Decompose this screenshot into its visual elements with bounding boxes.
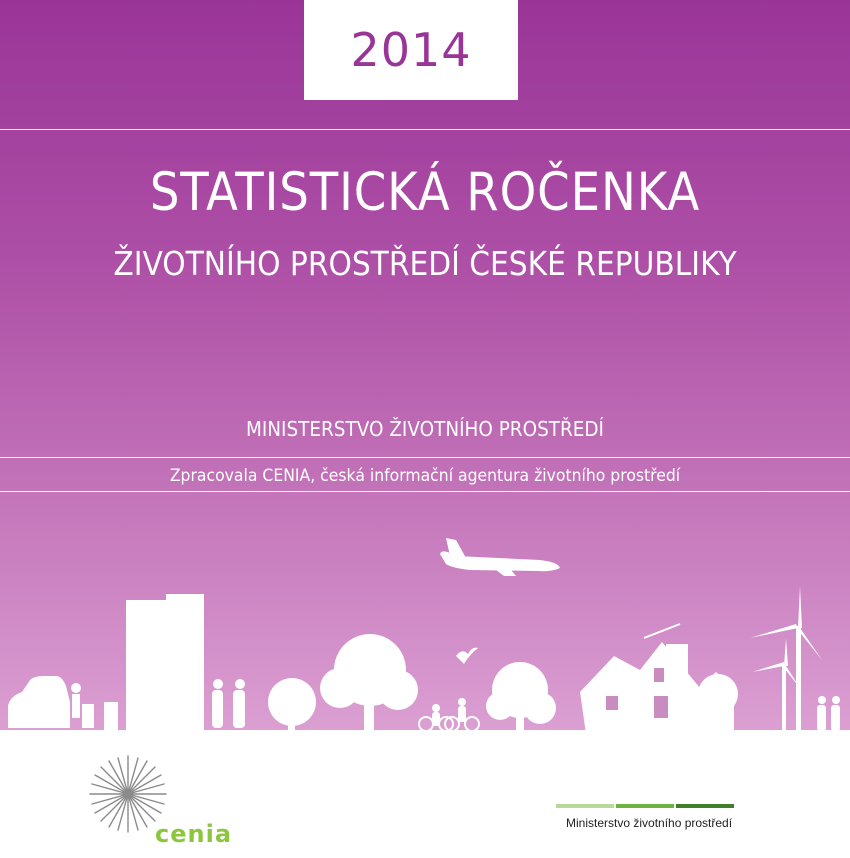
- car-icon: [8, 676, 118, 732]
- divider-middle: [0, 457, 850, 458]
- year-label: 2014: [350, 23, 472, 77]
- cenia-logo-text: cenia: [155, 820, 233, 848]
- divider-top: [0, 129, 850, 130]
- ministry-name: MINISTERSTVO ŽIVOTNÍHO PROSTŘEDÍ: [245, 417, 604, 441]
- ministry-bar-dark: [676, 804, 734, 808]
- wind-turbine-icon: [750, 586, 822, 734]
- year-box: [304, 0, 518, 100]
- airplane-icon: [440, 538, 560, 576]
- divider-bottom: [0, 491, 850, 492]
- cyclists-icon: [432, 698, 466, 726]
- ministry-logo-text: Ministerstvo životního prostředí: [566, 816, 733, 830]
- ministry-bar-medium: [616, 804, 674, 808]
- ministry-bar-light: [556, 804, 614, 808]
- city-skyline-illustration: [0, 520, 850, 740]
- processed-by: Zpracovala CENIA, česká informační agentura životního prostředí: [169, 466, 681, 486]
- report-subtitle: ŽIVOTNÍHO PROSTŘEDÍ ČESKÉ REPUBLIKY: [113, 244, 737, 283]
- report-title: STATISTICKÁ ROČENKA: [149, 162, 701, 223]
- ministry-logo-bars: [556, 804, 734, 808]
- bird-icon: [456, 648, 478, 664]
- skyscraper-icon: [126, 594, 204, 734]
